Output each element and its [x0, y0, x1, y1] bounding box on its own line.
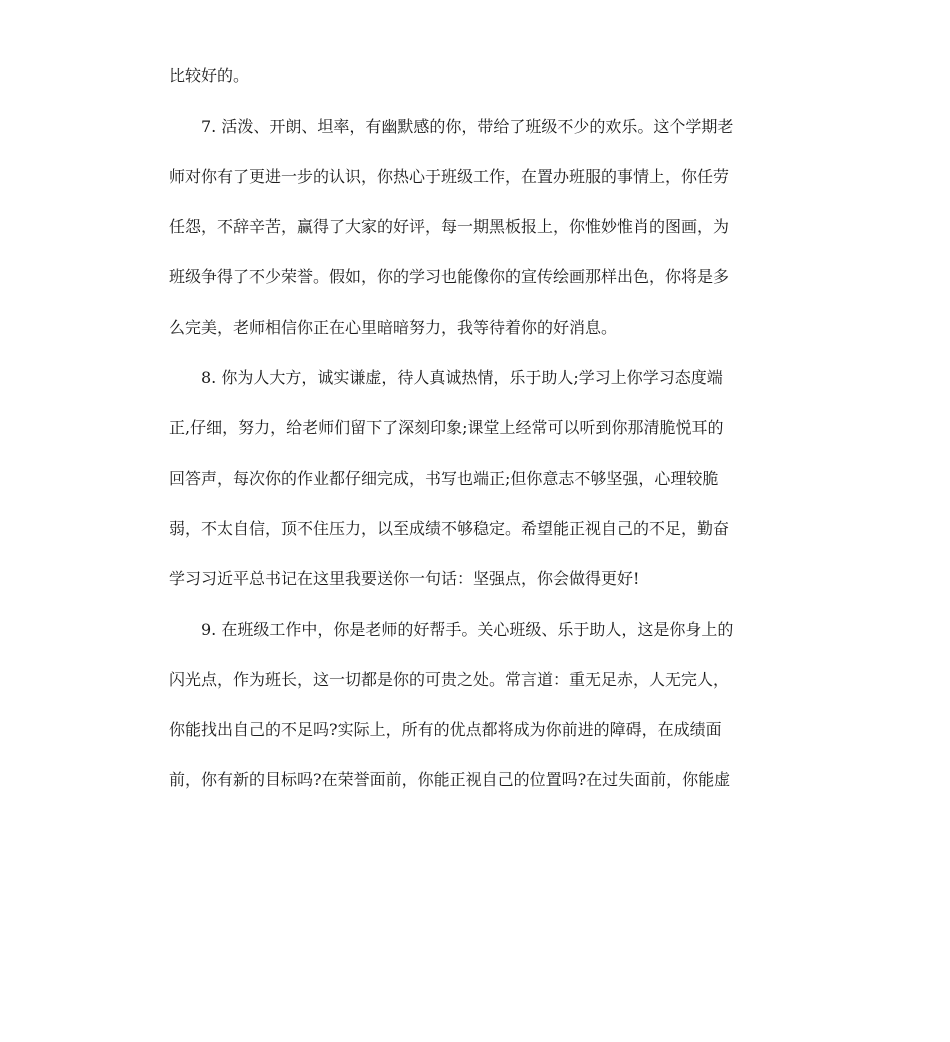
- text-line: 比较好的。: [169, 66, 250, 85]
- text-line: 正,仔细，努力，给老师们留下了深刻印象;课堂上经常可以听到你那清脆悦耳的: [169, 418, 724, 437]
- paragraph-9-first-line: 9. 在班级工作中，你是老师的好帮手。关心班级、乐于助人，这是你身上的: [201, 620, 734, 639]
- text-line: 学习习近平总书记在这里我要送你一句话：坚强点，你会做得更好!: [169, 569, 640, 588]
- paragraph-8-first-line: 8. 你为人大方，诚实谦虚，待人真诚热情，乐于助人;学习上你学习态度端: [201, 368, 723, 387]
- text-line: 你能找出自己的不足吗?实际上，所有的优点都将成为你前进的障碍，在成绩面: [169, 720, 722, 739]
- text-line: 师对你有了更进一步的认识，你热心于班级工作，在置办班服的事情上，你任劳: [169, 167, 730, 186]
- text-line: 前，你有新的目标吗?在荣誉面前，你能正视自己的位置吗?在过失面前，你能虚: [169, 770, 731, 789]
- text-line: 弱，不太自信，顶不住压力，以至成绩不够稳定。希望能正视自己的不足，勤奋: [169, 519, 730, 538]
- text-line: 回答声，每次你的作业都仔细完成，书写也端正;但你意志不够坚强，心理较脆: [169, 469, 719, 488]
- paragraph-7-first-line: 7. 活泼、开朗、坦率，有幽默感的你，带给了班级不少的欢乐。这个学期老: [201, 117, 734, 136]
- text-line: 任怨，不辞辛苦，赢得了大家的好评，每一期黑板报上，你惟妙惟肖的图画，为: [169, 217, 730, 236]
- text-line: 么完美，老师相信你正在心里暗暗努力，我等待着你的好消息。: [169, 318, 618, 337]
- text-line: 闪光点，作为班长，这一切都是你的可贵之处。常言道：重无足赤，人无完人，: [169, 670, 730, 689]
- text-line: 班级争得了不少荣誉。假如，你的学习也能像你的宣传绘画那样出色，你将是多: [169, 267, 730, 286]
